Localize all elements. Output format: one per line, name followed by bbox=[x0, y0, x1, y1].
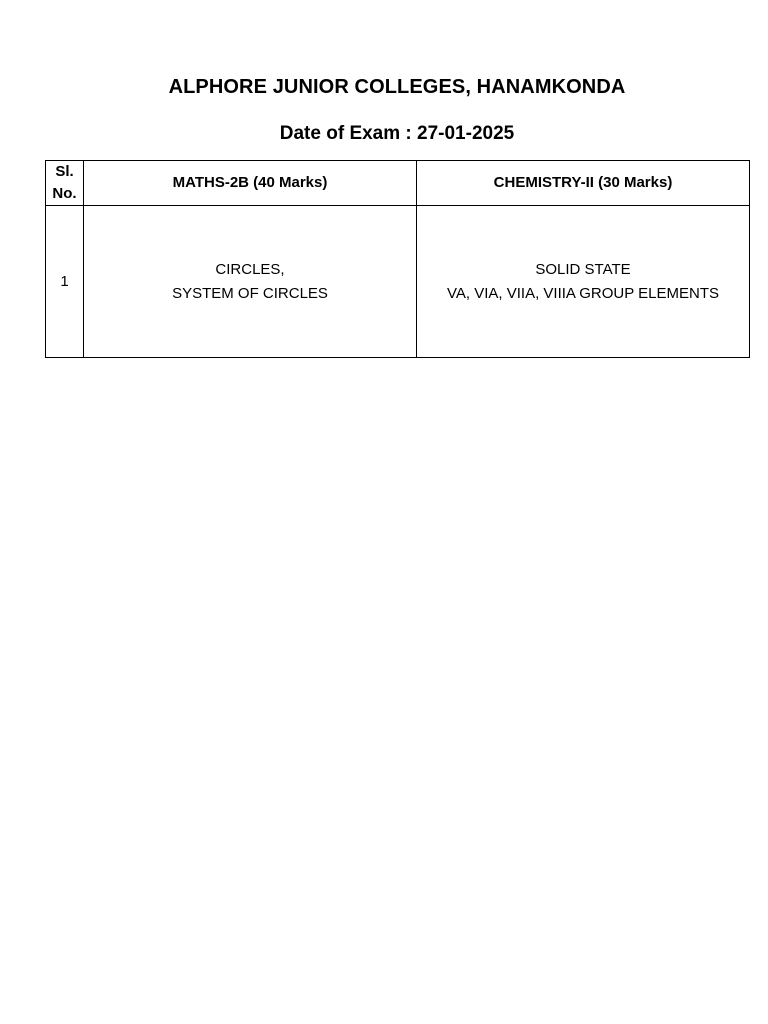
college-title: ALPHORE JUNIOR COLLEGES, HANAMKONDA bbox=[168, 76, 626, 98]
maths-topic-1: CIRCLES, bbox=[215, 260, 285, 278]
header-sl-line2: No. bbox=[52, 185, 77, 202]
cell-chemistry-topics bbox=[417, 206, 750, 358]
table-header-row bbox=[46, 161, 750, 206]
exam-date: Date of Exam : 27-01-2025 bbox=[279, 123, 515, 144]
header-chemistry: CHEMISTRY-II (30 Marks) bbox=[417, 161, 750, 206]
exam-schedule-table bbox=[45, 160, 750, 358]
chemistry-topic-1: SOLID STATE bbox=[535, 260, 631, 278]
cell-maths-topics bbox=[84, 206, 417, 358]
cell-sl-no: 1 bbox=[46, 206, 84, 358]
header-sl-line1: Sl. bbox=[55, 163, 74, 180]
table-row bbox=[46, 206, 750, 358]
maths-topic-2: SYSTEM OF CIRCLES bbox=[172, 284, 328, 302]
chemistry-topic-2: VA, VIA, VIIA, VIIIA GROUP ELEMENTS bbox=[446, 284, 720, 302]
header-sl-no bbox=[46, 161, 84, 206]
header-maths: MATHS-2B (40 Marks) bbox=[84, 161, 417, 206]
